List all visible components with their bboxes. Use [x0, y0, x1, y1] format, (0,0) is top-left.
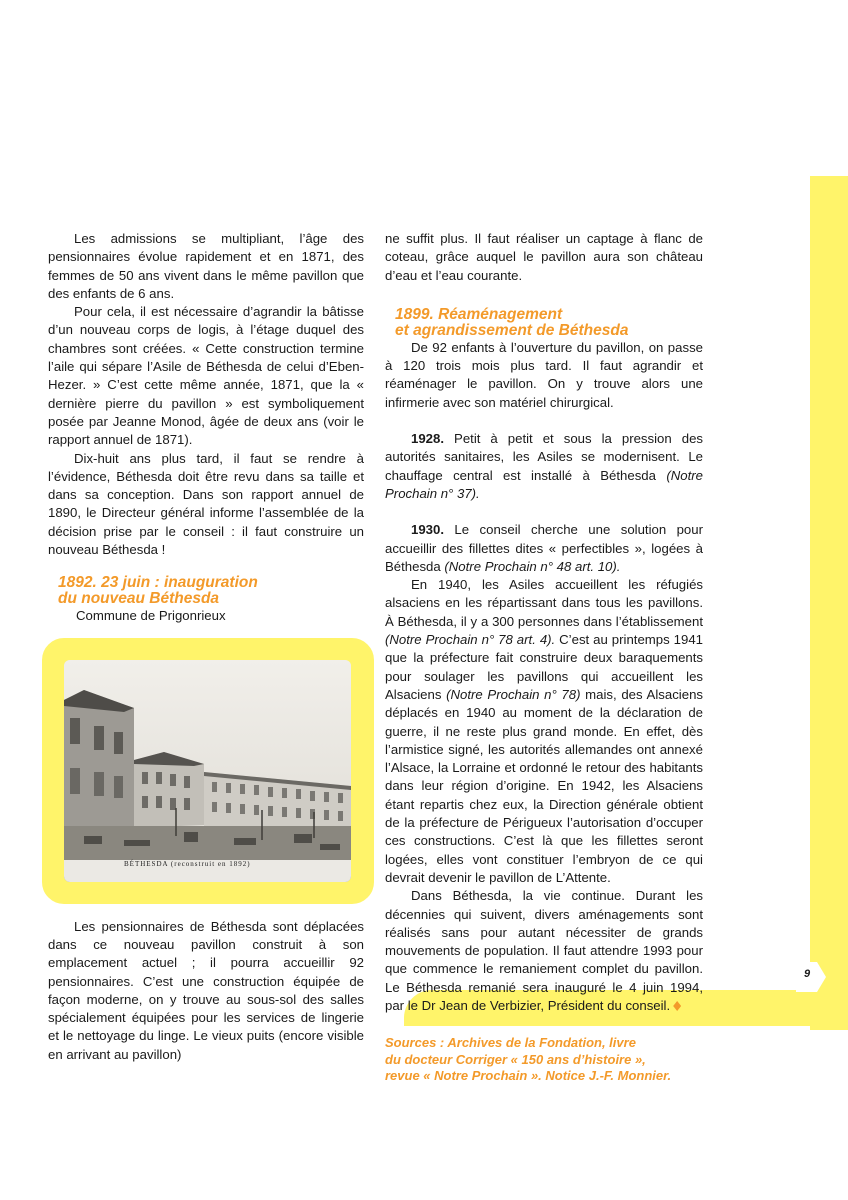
paragraph: Les admissions se multipliant, l’âge des pensionnaires évolue rapidement et en 1871, des femmes de 50 ans vivent dans le même pavillon que des enfants de 6 ans. — [48, 231, 364, 301]
paragraph-text: C’est au printemps 1941 que la préfecture fait construire deux baraquements pour soulager les pavillons qui accueillent les Alsaciens — [385, 632, 703, 702]
paragraph-1928 — [385, 430, 703, 503]
paragraph: Dix-huit ans plus tard, il faut se rendre à l’évidence, Béthesda doit être revu dans sa taille et dans sa conception. Dans son rapport annuel de 1890, le Directeur général informe l’assemblée de la décision prise par le conseil : il faut construire un nouveau Béthesda ! — [48, 450, 364, 558]
photo-frame — [42, 638, 374, 904]
paragraph: Les pensionnaires de Béthesda sont déplacées dans ce nouveau pavillon construit à son emplacement actuel ; il pourra accueillir 92 pensionnaires. C’est une construction équipée de façon moderne, on y trouve au sous-sol des salles spécialement équipées pour les services de lingerie et le nettoyage du linge. Le vieux puits (encore visible en arrivant au pavillon) — [48, 918, 364, 1062]
heading-line: du nouveau Béthesda — [58, 590, 220, 608]
paragraph-text: mais, des Alsaciens déplacés en 1940 au moment de la déclaration de guerre, il ne reste plus grand monde. En effet, dès l’armistice signé, les autorités allemandes ont annexé l’Alsace, la Lorraine et ordonné le retour des habitants dans leur région d’origine. En 1942, les Alsaciens étant repartis chez eux, la Direction générale obtient de la préfecture de Périgueux l’autorisation d’occuper ces constructions. C’est là que les fillettes seront logées, elles vont constituer l’embryon de ce qui devrait devenir le pavillon de L’Attente. — [385, 686, 703, 885]
sources-line: du docteur Corriger « 150 ans d’histoire », — [385, 1051, 646, 1067]
bethesda-building-image — [64, 660, 351, 882]
heading-line: 1892. 23 juin : inauguration — [58, 574, 258, 592]
sources-line: Sources : Archives de la Fondation, livre — [385, 1035, 636, 1051]
end-mark-diamond-icon — [673, 1001, 681, 1011]
sources-line: revue « Notre Prochain ». Notice J.-F. Monnier. — [385, 1068, 672, 1084]
section-heading-1899 — [385, 307, 703, 339]
paragraph-1930 — [385, 521, 703, 576]
bethesda-historic-photo — [64, 660, 351, 882]
heading-line: et agrandissement de Béthesda — [395, 321, 629, 339]
reference: (Notre Prochain n° 48 art. 10). — [444, 558, 621, 574]
paragraph-1940 — [385, 576, 703, 887]
section-heading-1892 — [48, 575, 364, 607]
reference: (Notre Prochain n° 78 art. 4). — [385, 632, 556, 648]
year-label: 1928. — [411, 431, 445, 447]
year-label: 1930. — [411, 522, 445, 538]
yellow-side-tab — [810, 176, 848, 1030]
paragraph-text: Le conseil cherche une solution pour accueillir des fillettes dites « perfectibles », logées à Béthesda — [385, 522, 703, 574]
page-number: 9 — [804, 968, 811, 980]
paragraph-text: En 1940, les Asiles accueillent les réfugiés alsaciens en les répartissant dans tous les pavillons. À Béthesda, il y a 300 personnes dans l’établissement — [385, 577, 703, 629]
right-column — [385, 230, 703, 1085]
paragraph: De 92 enfants à l’ouverture du pavillon, on passe à 120 trois mois plus tard. Il faut agrandir et réaménager le pavillon. On y trouve alors une infirmerie avec son matériel chirurgical. — [385, 339, 703, 410]
photo-caption: BÉTHESDA (reconstruit en 1892) — [124, 860, 251, 869]
paragraph-final — [385, 887, 703, 1015]
reference: (Notre Prochain n° 37). — [385, 467, 703, 501]
paragraph-text: Petit à petit et sous la pression des autorités sanitaires, les Asiles se modernisent. Le chauffage central est installé à Béthesda — [385, 431, 703, 483]
reference: (Notre Prochain n° 78) — [446, 686, 581, 702]
paragraph-text: Dans Béthesda, la vie continue. Durant les décennies qui suivent, divers aménagements sont réalisés sans pour autant nécessiter de grands mouvements de population. Il faut attendre 1993 pour que commence le remaniement complet du pavillon. Le Béthesda remanié sera inauguré le 4 juin 1994, par le Dr Jean de Verbizier, Président du conseil. — [385, 888, 703, 1013]
paragraph: ne suffit plus. Il faut réaliser un captage à flanc de coteau, grâce auquel le pavillon aura son château d’eau et l’eau courante. — [385, 231, 703, 283]
paragraph: Pour cela, il est nécessaire d’agrandir la bâtisse d’un nouveau corps de logis, à l’étage duquel des chambres sont créées. « Cette construction termine l’aile qui sépare l’Asile de Béthesda de celui d’Eben-Hezer. » C’est cette même année, 1871, que la « dernière pierre du pavillon » est symboliquement posée par Jeanne Monod, âgée de deux ans (voir le rapport annuel de 1871). — [48, 304, 364, 448]
heading-line: 1899. Réaménagement — [395, 305, 563, 323]
sources-note — [385, 1035, 703, 1085]
commune-subtitle: Commune de Prigonrieux — [76, 608, 226, 624]
left-column — [48, 230, 364, 1064]
